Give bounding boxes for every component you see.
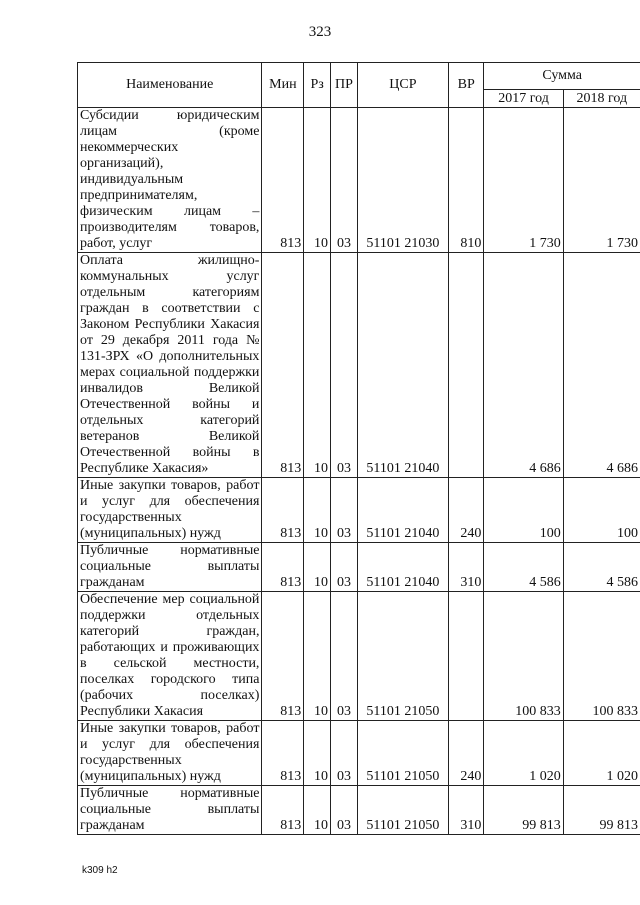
table-row bbox=[78, 108, 640, 253]
row-name: Публичные нормативные социальные выплаты гражданам bbox=[78, 543, 262, 592]
table-row bbox=[78, 543, 640, 592]
row-sum-2018: 1 020 bbox=[563, 721, 640, 786]
row-sum-2017: 4 586 bbox=[484, 543, 563, 592]
header-year-2017: 2017 год bbox=[484, 90, 563, 108]
table-row bbox=[78, 478, 640, 543]
row-csr: 51101 21050 bbox=[357, 786, 448, 835]
row-sum-2018: 4 586 bbox=[563, 543, 640, 592]
row-vr: 310 bbox=[448, 786, 483, 835]
row-csr: 51101 21050 bbox=[357, 721, 448, 786]
row-sum-2017: 100 bbox=[484, 478, 563, 543]
row-pr: 03 bbox=[331, 543, 358, 592]
row-csr: 51101 21030 bbox=[357, 108, 448, 253]
row-name: Оплата жилищно-коммунальных услуг отдельным категориям граждан в соответствии с Законом Республики Хакасия от 29 декабря 2011 года № 131-ЗРХ «О дополнительных мерах социальной поддержки инвалидов Великой Отечественной войны и отдельных категорий ветеранов Великой Отечественной войны в Республике Хакасия» bbox=[78, 253, 262, 478]
row-sum-2018: 1 730 bbox=[563, 108, 640, 253]
row-vr: 310 bbox=[448, 543, 483, 592]
row-csr: 51101 21040 bbox=[357, 253, 448, 478]
row-name: Публичные нормативные социальные выплаты гражданам bbox=[78, 786, 262, 835]
row-min: 813 bbox=[262, 253, 304, 478]
row-rz: 10 bbox=[304, 543, 331, 592]
row-rz: 10 bbox=[304, 478, 331, 543]
table-row bbox=[78, 592, 640, 721]
row-pr: 03 bbox=[331, 721, 358, 786]
row-min: 813 bbox=[262, 478, 304, 543]
row-sum-2017: 1 730 bbox=[484, 108, 563, 253]
row-sum-2017: 99 813 bbox=[484, 786, 563, 835]
row-vr bbox=[448, 592, 483, 721]
header-rz: Рз bbox=[304, 63, 331, 108]
row-pr: 03 bbox=[331, 253, 358, 478]
row-rz: 10 bbox=[304, 108, 331, 253]
row-rz: 10 bbox=[304, 721, 331, 786]
row-sum-2018: 100 833 bbox=[563, 592, 640, 721]
row-sum-2018: 4 686 bbox=[563, 253, 640, 478]
row-rz: 10 bbox=[304, 253, 331, 478]
header-year-2018: 2018 год bbox=[563, 90, 640, 108]
table-row bbox=[78, 721, 640, 786]
row-pr: 03 bbox=[331, 108, 358, 253]
row-min: 813 bbox=[262, 592, 304, 721]
header-min: Мин bbox=[262, 63, 304, 108]
row-rz: 10 bbox=[304, 786, 331, 835]
row-vr: 240 bbox=[448, 478, 483, 543]
row-name: Иные закупки товаров, работ и услуг для обеспечения государственных (муниципальных) нужд bbox=[78, 478, 262, 543]
row-vr: 810 bbox=[448, 108, 483, 253]
row-min: 813 bbox=[262, 721, 304, 786]
row-csr: 51101 21040 bbox=[357, 543, 448, 592]
row-min: 813 bbox=[262, 108, 304, 253]
table-row bbox=[78, 253, 640, 478]
header-pr: ПР bbox=[331, 63, 358, 108]
row-sum-2017: 100 833 bbox=[484, 592, 563, 721]
row-csr: 51101 21040 bbox=[357, 478, 448, 543]
row-name: Субсидии юридическим лицам (кроме некоммерческих организаций), индивидуальным предпринимателям, физическим лицам – производителям товаров, работ, услуг bbox=[78, 108, 262, 253]
header-sum: Сумма bbox=[484, 63, 640, 90]
row-name: Обеспечение мер социальной поддержки отдельных категорий граждан, работающих и проживающих в сельской местности, поселках городского типа (рабочих поселках) Республики Хакасия bbox=[78, 592, 262, 721]
row-sum-2017: 4 686 bbox=[484, 253, 563, 478]
table-row bbox=[78, 786, 640, 835]
row-pr: 03 bbox=[331, 592, 358, 721]
header-csr: ЦСР bbox=[357, 63, 448, 108]
row-rz: 10 bbox=[304, 592, 331, 721]
row-pr: 03 bbox=[331, 786, 358, 835]
row-pr: 03 bbox=[331, 478, 358, 543]
footer-code: k309 h2 bbox=[82, 865, 118, 876]
header-vr: ВР bbox=[448, 63, 483, 108]
row-vr: 240 bbox=[448, 721, 483, 786]
row-sum-2018: 100 bbox=[563, 478, 640, 543]
page-number: 323 bbox=[308, 24, 332, 40]
row-sum-2017: 1 020 bbox=[484, 721, 563, 786]
header-name: Наименование bbox=[78, 63, 262, 108]
row-csr: 51101 21050 bbox=[357, 592, 448, 721]
row-min: 813 bbox=[262, 543, 304, 592]
row-name: Иные закупки товаров, работ и услуг для обеспечения государственных (муниципальных) нужд bbox=[78, 721, 262, 786]
budget-table bbox=[77, 62, 640, 835]
row-sum-2018: 99 813 bbox=[563, 786, 640, 835]
row-vr bbox=[448, 253, 483, 478]
row-min: 813 bbox=[262, 786, 304, 835]
table-body bbox=[78, 108, 640, 835]
